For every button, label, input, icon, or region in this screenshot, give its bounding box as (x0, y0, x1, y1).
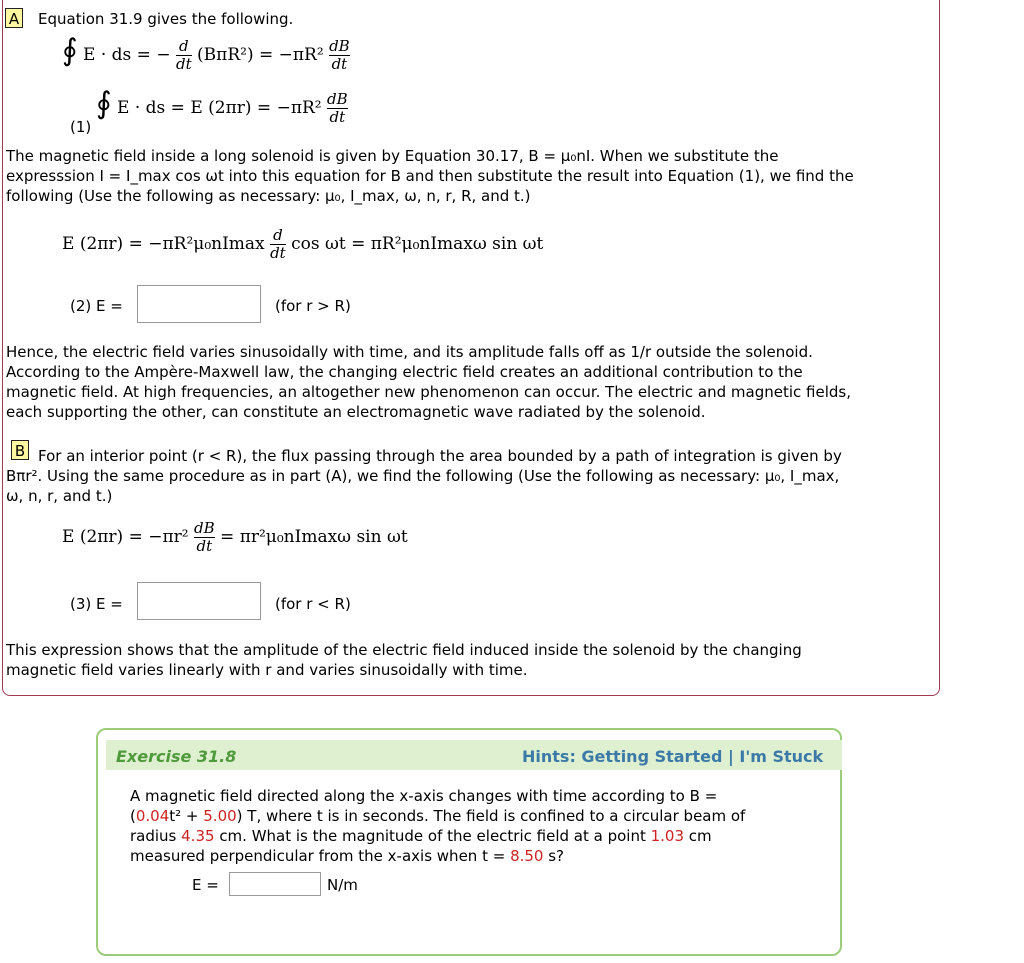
eq3-fraction-d-dt: $\frac{d}{dt}$ (270, 226, 286, 262)
eq2-text: E · ds = E (2πr) = −πR² (117, 98, 322, 118)
part-a-paragraph-2: Hence, the electric field varies sinusoidally with time, and its amplitude falls off as 1/r outside the solenoid. According to the Ampère-Maxwell law, the changing electric field creates an additional contribution to the magnetic field. At high frequencies, an altogether new phenomenon can occur. The electric and magnetic fields, each supporting the other, can constitute an electromagnetic wave radiated by the solenoid. (6, 343, 851, 421)
eq1-fraction-d-dt: $\frac{d}{dt}$ (175, 37, 192, 73)
equation-3 (62, 228, 543, 261)
exercise-problem-text: A magnetic field directed along the x-axis changes with time according to B = (0.04t² + 5.00) T, where t is in seconds. The field is confined to a circular beam of radius 4.35 cm. What is the magnitude of the electric field at a point 1.03 cm measured perpendicular from the x-axis when t = 8.50 s? (130, 787, 746, 865)
equation-1 (62, 33, 350, 72)
part-b-badge: B (11, 440, 29, 460)
part-a-badge: A (5, 8, 23, 28)
coefficient-value: 0.04 (135, 807, 170, 825)
eq1-mid: (BπR²) = −πR² (197, 45, 324, 65)
equation-1-label: (1) (70, 118, 92, 136)
equation-b (62, 521, 408, 554)
constant-value: 5.00 (203, 807, 237, 825)
answer-3-input[interactable] (137, 582, 261, 620)
eqb-rhs: = πr²μ₀nImaxω sin ωt (220, 527, 408, 547)
answer-2-label: (2) E = (70, 297, 123, 315)
part-a-intro: Equation 31.9 gives the following. (38, 10, 294, 28)
answer-2-condition: (for r > R) (275, 297, 351, 315)
time-value: 8.50 (510, 847, 544, 865)
part-b-intro: For an interior point (r < R), the flux passing through the area bounded by a path of integration is given by Bπr². Using the same procedure as in part (A), we find the following (Use the following as necessary: μ₀, I_max, ω, n, r, and t.) (6, 447, 842, 505)
contour-integral-icon: ∮ (62, 33, 78, 68)
eq3-lhs: E (2πr) = −πR²μ₀nImax (62, 234, 265, 254)
eq2-fraction-db-dt: $\frac{dB}{dt}$ (327, 90, 348, 126)
eqb-fraction-db-dt: $\frac{dB}{dt}$ (194, 519, 215, 555)
exercise-answer-label: E = (192, 876, 219, 894)
point-distance-value: 1.03 (650, 827, 685, 845)
exercise-answer-unit: N/m (327, 876, 358, 894)
radius-value: 4.35 (181, 827, 215, 845)
eqb-lhs: E (2πr) = −πr² (62, 527, 189, 547)
eq1-fraction-db-dt: $\frac{dB}{dt}$ (329, 37, 350, 73)
exercise-title: Exercise 31.8 (116, 747, 237, 766)
contour-integral-icon: ∮ (96, 86, 112, 121)
equation-2 (96, 86, 348, 125)
eq1-lhs: E · ds = − (83, 45, 171, 65)
answer-2-input[interactable] (137, 285, 261, 323)
part-b-paragraph: This expression shows that the amplitude of the electric field induced inside the solenoid by the changing magnetic field varies linearly with r and varies sinusoidally with time. (6, 641, 802, 679)
part-a-paragraph-1: The magnetic field inside a long solenoid is given by Equation 30.17, B = μ₀nI. When we substitute the expresssion I = I_max cos ωt into this equation for B and then substitute the result into Equation (1), we find the following (Use the following as necessary: μ₀, I_max, ω, n, r, R, and t.) (6, 147, 854, 205)
eq3-rhs: cos ωt = πR²μ₀nImaxω sin ωt (291, 234, 544, 254)
hints-links[interactable]: Hints: Getting Started | I'm Stuck (522, 747, 824, 766)
answer-3-condition: (for r < R) (275, 595, 351, 613)
answer-3-label: (3) E = (70, 595, 123, 613)
exercise-answer-input[interactable] (229, 872, 321, 896)
